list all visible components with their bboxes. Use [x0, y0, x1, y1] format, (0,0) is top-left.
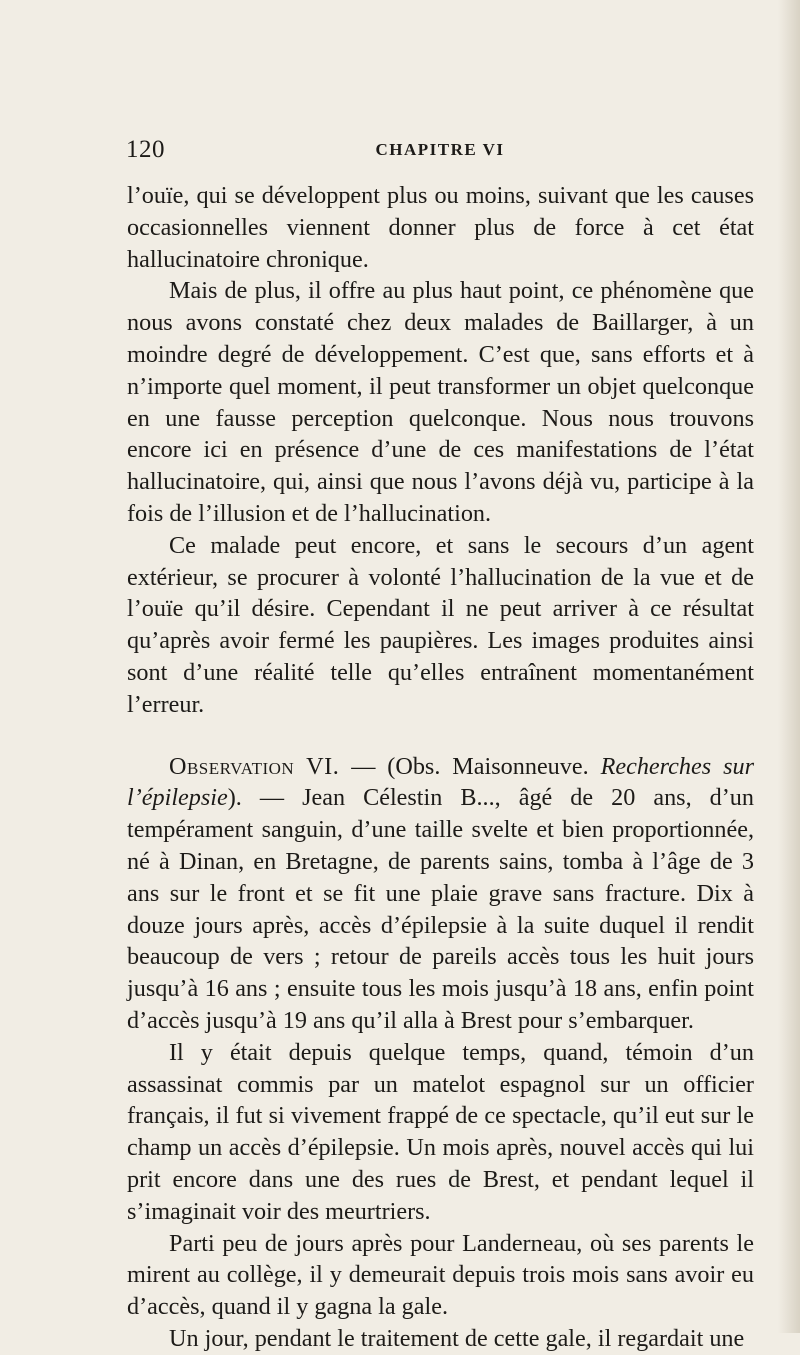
paragraph-1: l’ouïe, qui se développent plus ou moins, suivant que les causes occasionnelles viennent donner plus de force à cet état hallucinatoire chronique.: [127, 182, 754, 273]
observation-text: ). — Jean Célestin B..., âgé de 20 ans, d’un tempérament sanguin, d’une taille svelte et bien proportionnée, né à Dinan, en Bretagne, de parents sains, tomba à l’âge de 3 ans sur le front et se fit une plaie grave sans fracture. Dix à douze jours après, accès d’épilepsie à la suite duquel il rendit beaucoup de vers ; retour de pareils accès tous les huit jours jusqu’à 16 ans ; ensuite tous les mois jusqu’à 18 ans, enfin point d’accès jusqu’à 19 ans qu’il alla à Brest pour s’embarquer.: [127, 784, 754, 1034]
paragraph-3: Ce malade peut encore, et sans le secours d’un agent extérieur, se procurer à volonté l’hallucination de la vue et de l’ouïe qu’il désire. Cependant il ne peut arriver à ce résultat qu’après avoir fermé les paupières. Les images produites ainsi sont d’une réalité telle qu’elles entraînent momentanément l’erreur.: [127, 531, 754, 718]
observation-paragraph: [127, 751, 754, 1037]
page-header: [126, 136, 754, 168]
paragraph-5: Il y était depuis quelque temps, quand, témoin d’un assassinat commis par un matelot espagnol sur un officier français, il fut si vivement frappé de ce spectacle, qu’il eut sur le champ un accès d’épilepsie. Un mois après, nouvel accès qui lui prit encore dans une des rues de Brest, et pendant lequel il s’imaginait voir des meurtriers.: [127, 1038, 754, 1225]
observation-label: Observation VI.: [169, 752, 340, 780]
paragraph-2: Mais de plus, il offre au plus haut point, ce phénomène que nous avons constaté chez deux malades de Baillarger, à un moindre degré de développement. C’est que, sans efforts et à n’importe quel moment, il peut transformer un objet quelconque en une fausse perception quelconque. Nous nous trouvons encore ici en présence d’une de ces manifestations de l’état hallucinatoire, qui, ainsi que nous l’avons déjà vu, participe à la fois de l’illusion et de l’hallucination.: [127, 277, 754, 527]
observation-source-prefix: — (Obs. Maisonneuve.: [339, 752, 601, 780]
paragraph-7: Un jour, pendant le traitement de cette gale, il regardait une: [169, 1324, 745, 1352]
page-number: 120: [126, 136, 165, 163]
source-title: Recherches sur l’épilepsie: [127, 752, 754, 812]
body-text: [127, 180, 754, 1355]
page-edge-shadow: [778, 0, 800, 1333]
paragraph-6: Parti peu de jours après pour Landerneau, où ses parents le mirent au collège, il y demeurait depuis trois mois sans avoir eu d’accès, quand il y gagna la gale.: [127, 1229, 754, 1321]
chapter-title: CHAPITRE VI: [375, 140, 505, 159]
